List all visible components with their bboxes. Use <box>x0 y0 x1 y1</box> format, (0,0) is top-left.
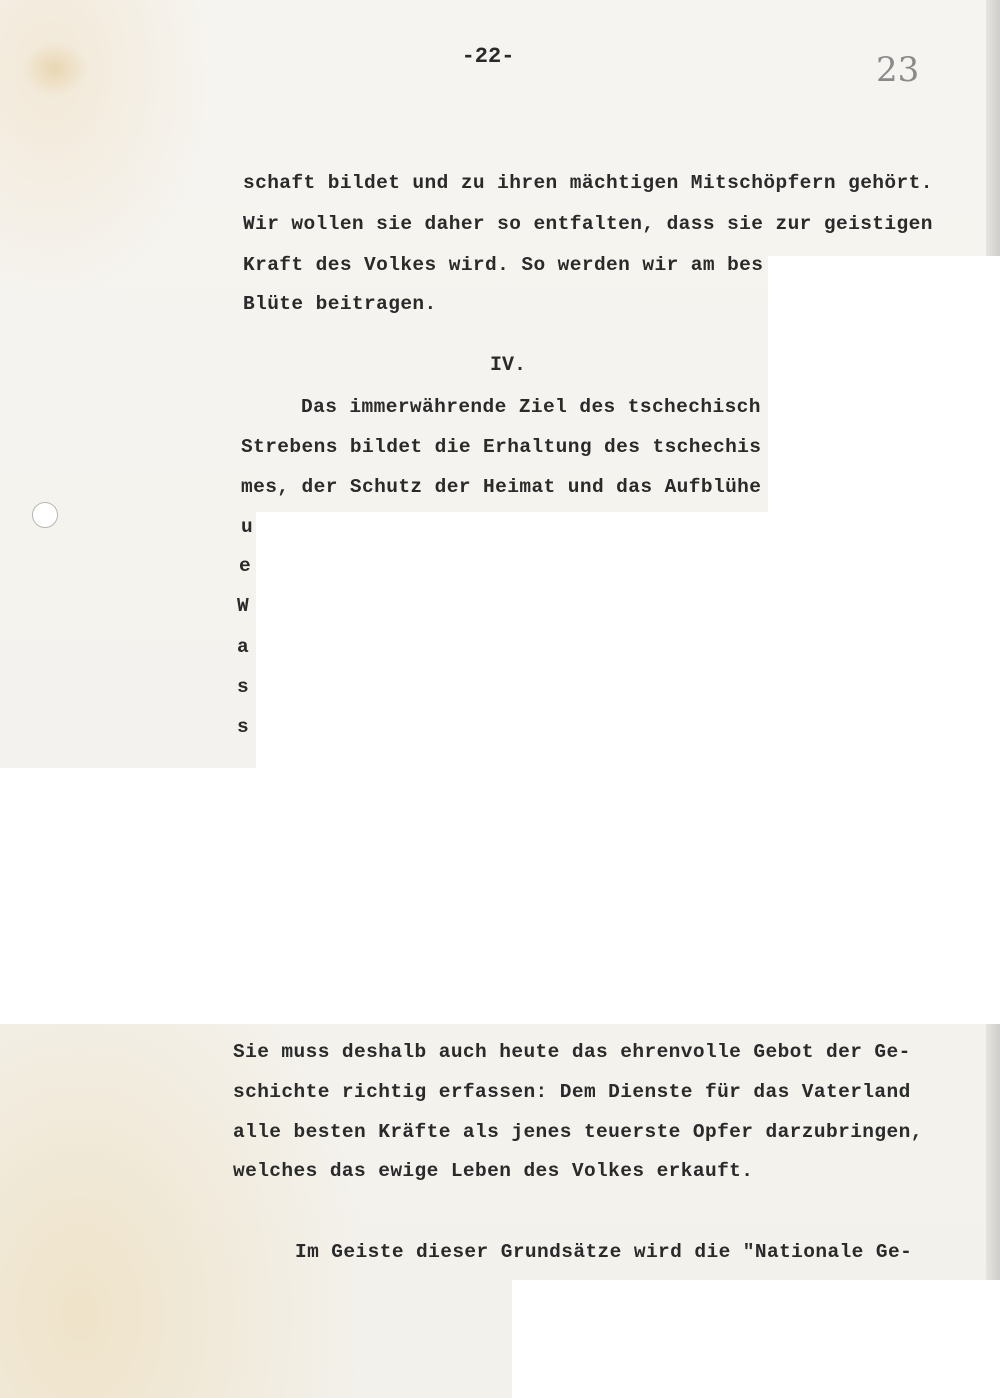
text-line-fragment: s <box>237 676 250 698</box>
text-line: Kraft des Volkes wird. So werden wir am bes <box>243 254 764 276</box>
blank-region <box>512 1280 1000 1398</box>
text-line: welches das ewige Leben des Volkes erkauft. <box>233 1160 754 1182</box>
section-heading: IV. <box>490 354 527 377</box>
punch-hole <box>32 502 58 528</box>
blank-region <box>256 512 1000 768</box>
text-line: Im Geiste dieser Grundsätze wird die "Nationale Ge- <box>295 1241 913 1263</box>
blank-region <box>768 256 1000 512</box>
text-line-fragment: s <box>237 716 250 738</box>
text-line: Sie muss deshalb auch heute das ehrenvolle Gebot der Ge- <box>233 1041 911 1063</box>
blank-region <box>0 768 1000 1024</box>
text-line: alle besten Kräfte als jenes teuerste Opfer darzubringen, <box>233 1121 923 1143</box>
text-line-fragment: W <box>237 595 250 617</box>
text-line: schaft bildet und zu ihren mächtigen Mitschöpfern gehört. <box>243 172 933 194</box>
text-line: mes, der Schutz der Heimat und das Aufblühe <box>241 476 762 498</box>
text-line: Das immerwährende Ziel des tschechisch <box>301 396 761 418</box>
text-line: Blüte beitragen. <box>243 293 437 315</box>
text-line: Wir wollen sie daher so entfalten, dass sie zur geistigen <box>243 213 933 235</box>
text-line: Strebens bildet die Erhaltung des tschechis <box>241 436 762 458</box>
folio-number: 23 <box>876 50 920 90</box>
page-number: -22- <box>461 44 515 69</box>
text-line-fragment: e <box>239 555 252 577</box>
text-line: schichte richtig erfassen: Dem Dienste für das Vaterland <box>233 1081 911 1103</box>
text-line-fragment: a <box>237 636 250 658</box>
text-line-fragment: u <box>241 516 254 538</box>
paper-stain <box>22 42 88 96</box>
